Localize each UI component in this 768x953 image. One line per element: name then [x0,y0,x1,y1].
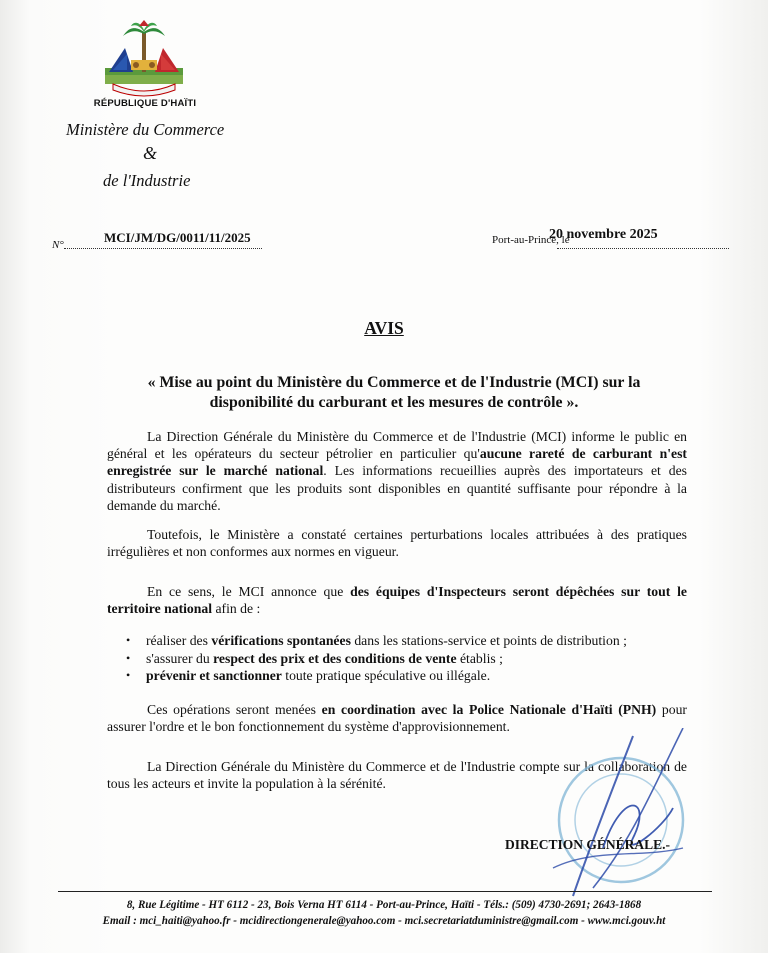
reference-number: MCI/JM/DG/0011/11/2025 [104,230,251,245]
paragraph-4-bold: en coordination avec la Police Nationale d'Haïti (PNH) [321,702,657,717]
date-dotted-line [557,248,729,249]
paragraph-5-text: La Direction Générale du Ministère du Commerce et de l'Industrie compte sur la collaboration de tous les acteurs et invite la population à la sérénité. [107,759,687,792]
number-label: N° [52,239,64,251]
paragraph-4-text: Ces opérations seront menées [147,702,322,717]
bullet-icon: • [126,668,131,683]
bullet-icon: • [126,650,131,665]
bullet-list [118,632,688,685]
paragraph-3-text: En ce sens, le MCI annonce que [147,584,351,599]
paragraph-2-text: Toutefois, le Ministère a constaté certaines perturbations locales attribuées à des pratiques irrégulières et non conformes aux normes en vigueur. [107,527,687,560]
list-item: • s'assurer du respect des prix et des conditions de vente établis ; [126,650,503,666]
official-stamp-icon [533,728,693,906]
signature-block: DIRECTION GÉNÉRALE.- [505,837,671,852]
paragraph-3 [107,583,687,617]
title-text: AVIS [364,318,404,338]
ministry-ampersand: & [143,143,158,163]
number-dotted-line [64,248,262,249]
paragraph-1 [107,428,687,514]
reference-row [52,227,732,253]
paragraph-3-text-end: afin de : [212,601,261,617]
footer-divider [58,891,712,892]
footer-emails: Email : mci_haiti@yahoo.fr - mcidirectiongenerale@yahoo.com - mci.secretariatduministre@gmail.com - www.mci.gouv.ht [102,915,666,927]
list-item: • prévenir et sanctionner toute pratique spéculative ou illégale. [126,668,491,684]
ministry-name-line1: Ministère du Commerce [66,120,225,139]
subject-heading: « Mise au point du Ministère du Commerce et de l'Industrie (MCI) sur la disponibilité du carburant et les mesures de contrôle ». [147,374,641,411]
paragraph-4-text-end: pour assurer l'ordre et le bon fonctionnement du système d'approvisionnement. [107,702,687,735]
paragraph-3-bold: des équipes d'Inspecteurs seront dépêchées sur tout le territoire national [107,584,687,617]
paragraph-2 [107,526,687,560]
republic-label: RÉPUBLIQUE D'HAÏTI [93,98,197,109]
paragraph-1-bold: aucune rareté de carburant n'est enregistrée sur le marché national [107,446,687,479]
paragraph-1-text: La Direction Générale du Ministère du Commerce et de l'Industrie (MCI) informe le public en général et les opérateurs du secteur pétrolier en particulier qu' [107,429,687,462]
bullet-icon: • [126,633,131,647]
document-title [0,318,768,339]
paragraph-1-text-end: . Les informations recueillies auprès des importateurs et des distributeurs confirment que les produits sont disponibles en quantité suffisante pour répondre à la demande du marché. [107,463,687,513]
place-label: Port-au-Prince, le [492,234,570,246]
list-item: • réaliser des vérifications spontanées dans les stations-service et points de distribution ; [126,633,627,648]
coat-of-arms-icon [103,18,185,98]
ministry-name-line2: de l'Industrie [103,171,191,190]
footer-address: 8, Rue Légitime - HT 6112 - 23, Bois Verna HT 6114 - Port-au-Prince, Haïti - Téls.: (509) 4730-2691; 2643-1868 [126,899,642,911]
document-date: 20 novembre 2025 [549,227,658,242]
